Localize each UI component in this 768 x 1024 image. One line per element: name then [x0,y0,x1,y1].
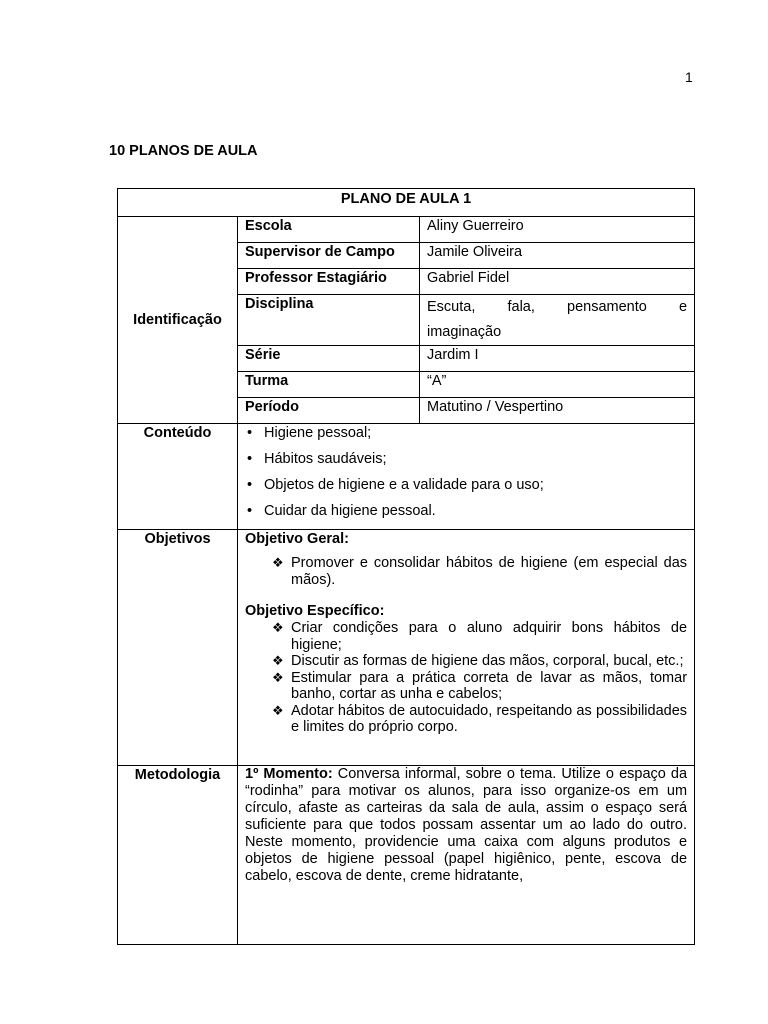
conteudo-label: Conteúdo [118,424,238,530]
supervisor-label: Supervisor de Campo [238,243,420,269]
conteudo-item: • Higiene pessoal; [245,425,687,451]
metodologia-text: Conversa informal, sobre o tema. Utilize o espaço da “rodinha” para motivar os alunos, para isso organize-os em um círculo, afaste as carteiras da sala de aula, assim o espaço será suficiente para que todos possam assentar um ao lado do outro. Neste momento, providencie uma caixa com alguns produtos e objetos de higiene pessoal (papel higiênico, pente, escova de cabelo, escova de dente, creme hidratante, [245,766,688,884]
supervisor-value: Jamile Oliveira [420,243,695,269]
conteudo-item: • Objetos de higiene e a validade para o uso; [245,477,687,503]
professor-value: Gabriel Fidel [420,269,695,295]
identificacao-label: Identificação [118,217,238,424]
turma-value: “A” [420,372,695,398]
objetivo-geral-list [245,555,687,588]
document-heading: 10 PLANOS DE AULA [109,143,258,159]
objetivo-geral-heading: Objetivo Geral: [245,531,349,547]
metodologia-lead: 1º Momento: [245,766,333,782]
disciplina-value-line2: imaginação [427,324,502,340]
disciplina-value-line1: Escuta, fala, pensamento e [427,299,688,315]
objetivos-cell [238,530,695,766]
conteudo-item: • Hábitos saudáveis; [245,451,687,477]
conteudo-item: • Cuidar da higiene pessoal. [245,503,687,529]
disciplina-label: Disciplina [238,295,420,346]
page-number: 1 [685,69,693,85]
serie-value: Jardim I [420,346,695,372]
objetivo-especifico-list [245,620,687,736]
periodo-label: Período [238,398,420,424]
escola-value: Aliny Guerreiro [420,217,695,243]
objetivo-geral-item: ❖ Promover e consolidar hábitos de higiene (em especial das mãos). [272,555,687,588]
objetivo-especifico-item: ❖ Estimular para a prática correta de lavar as mãos, tomar banho, cortar as unha e cabelos; [272,670,687,703]
disciplina-value [420,295,695,346]
turma-label: Turma [238,372,420,398]
objetivo-especifico-item: ❖ Discutir as formas de higiene das mãos, corporal, bucal, etc.; [272,653,687,670]
objetivo-especifico-heading: Objetivo Específico: [245,603,385,619]
objetivo-especifico-item: ❖ Criar condições para o aluno adquirir bons hábitos de higiene; [272,620,687,653]
metodologia-label: Metodologia [118,766,238,945]
metodologia-cell [238,766,695,945]
professor-label: Professor Estagiário [238,269,420,295]
plan-title: PLANO DE AULA 1 [118,189,695,217]
periodo-value: Matutino / Vespertino [420,398,695,424]
conteudo-cell [238,424,695,530]
lesson-plan-table [117,188,695,945]
conteudo-list [245,425,687,529]
objetivos-label: Objetivos [118,530,238,766]
objetivo-especifico-item: ❖ Adotar hábitos de autocuidado, respeitando as possibilidades e limites do próprio corpo. [272,703,687,736]
escola-label: Escola [238,217,420,243]
serie-label: Série [238,346,420,372]
